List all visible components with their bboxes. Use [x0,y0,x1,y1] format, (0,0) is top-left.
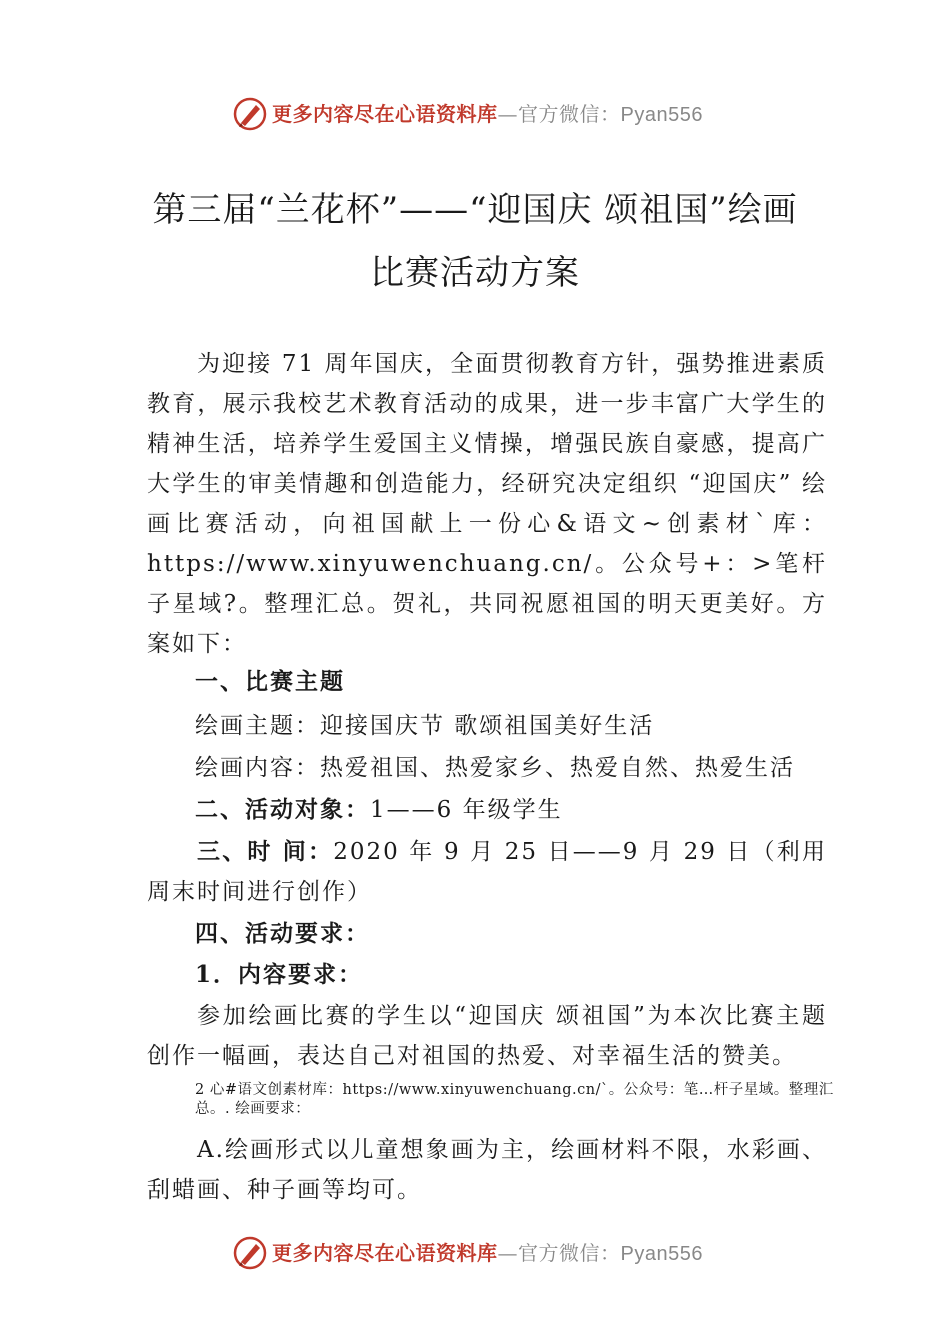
section-1-theme: 绘画主题：迎接国庆节 歌颂祖国美好生活 [195,713,655,739]
banner-text [272,1239,703,1268]
banner-brand: 更多内容尽在心语资料库 [272,102,498,126]
banner-wechat-label: 官方微信： [518,102,621,126]
banner-wechat-handle: Pyan556 [620,104,703,126]
intro-paragraph: 为迎接 71 周年国庆，全面贯彻教育方针，强势推进素质教育，展示我校艺术教育活动的成果，进一步丰富广大学生的精神生活，培养学生爱国主义情操，增强民族自豪感，提高广大学生的审美情趣和创造能力，经研究决定组织 “迎国庆” 绘画比赛活动，向祖国献上一份心&语文~创素材`库：https://www.xinyuwenchuang.cn/。公众号+：>笔杆子星域?。整理汇总。贺礼，共同祝愿祖国的明天更美好。方案如下： [147,351,827,657]
section-4-sub1-text: 参加绘画比赛的学生以“迎国庆 颂祖国”为本次比赛主题创作一幅画，表达自己对祖国的热爱、对幸福生活的赞美。 [147,1003,827,1069]
section-2 [195,790,563,830]
banner-wechat-label: 官方微信： [518,1241,621,1265]
section-4-heading: 四、活动要求： [195,920,370,947]
document-title-line1: 第三届“兰花杯”——“迎国庆 颂祖国”绘画 [152,190,798,230]
section-3 [147,832,827,912]
section-3-label: 三、时 间： [197,838,334,865]
section-4-sub1: 1．内容要求： [195,961,364,988]
item-a: A.绘画形式以儿童想象画为主，绘画材料不限，水彩画、刮蜡画、种子画等均可。 [147,1137,827,1203]
banner-wechat-handle: Pyan556 [620,1243,703,1265]
banner-dash: — [497,1241,518,1265]
section-3-value: 2020 年 9 月 25 日——9 月 29 日（利用周末时间进行创作） [147,839,827,905]
footer-banner [0,1233,950,1273]
banner-brand: 更多内容尽在心语资料库 [272,1241,498,1265]
banner-text [272,100,703,129]
section-1-heading: 一、比赛主题 [195,668,345,695]
banner-dash: — [497,102,518,126]
pen-logo-icon [232,96,268,132]
document-title-line2: 比赛活动方案 [370,253,580,293]
footnote-text: 2 心#语文创素材库：https://www.xinyuwenchuang.cn/`。公众号：笔…杆子星域。整理汇总。. 绘画要求： [195,1082,834,1117]
section-1-content: 绘画内容：热爱祖国、热爱家乡、热爱自然、热爱生活 [195,755,795,781]
header-banner [0,94,950,134]
section-2-label: 二、活动对象： [195,796,370,823]
section-2-value: 1——6 年级学生 [370,797,563,823]
pen-logo-icon [232,1235,268,1271]
